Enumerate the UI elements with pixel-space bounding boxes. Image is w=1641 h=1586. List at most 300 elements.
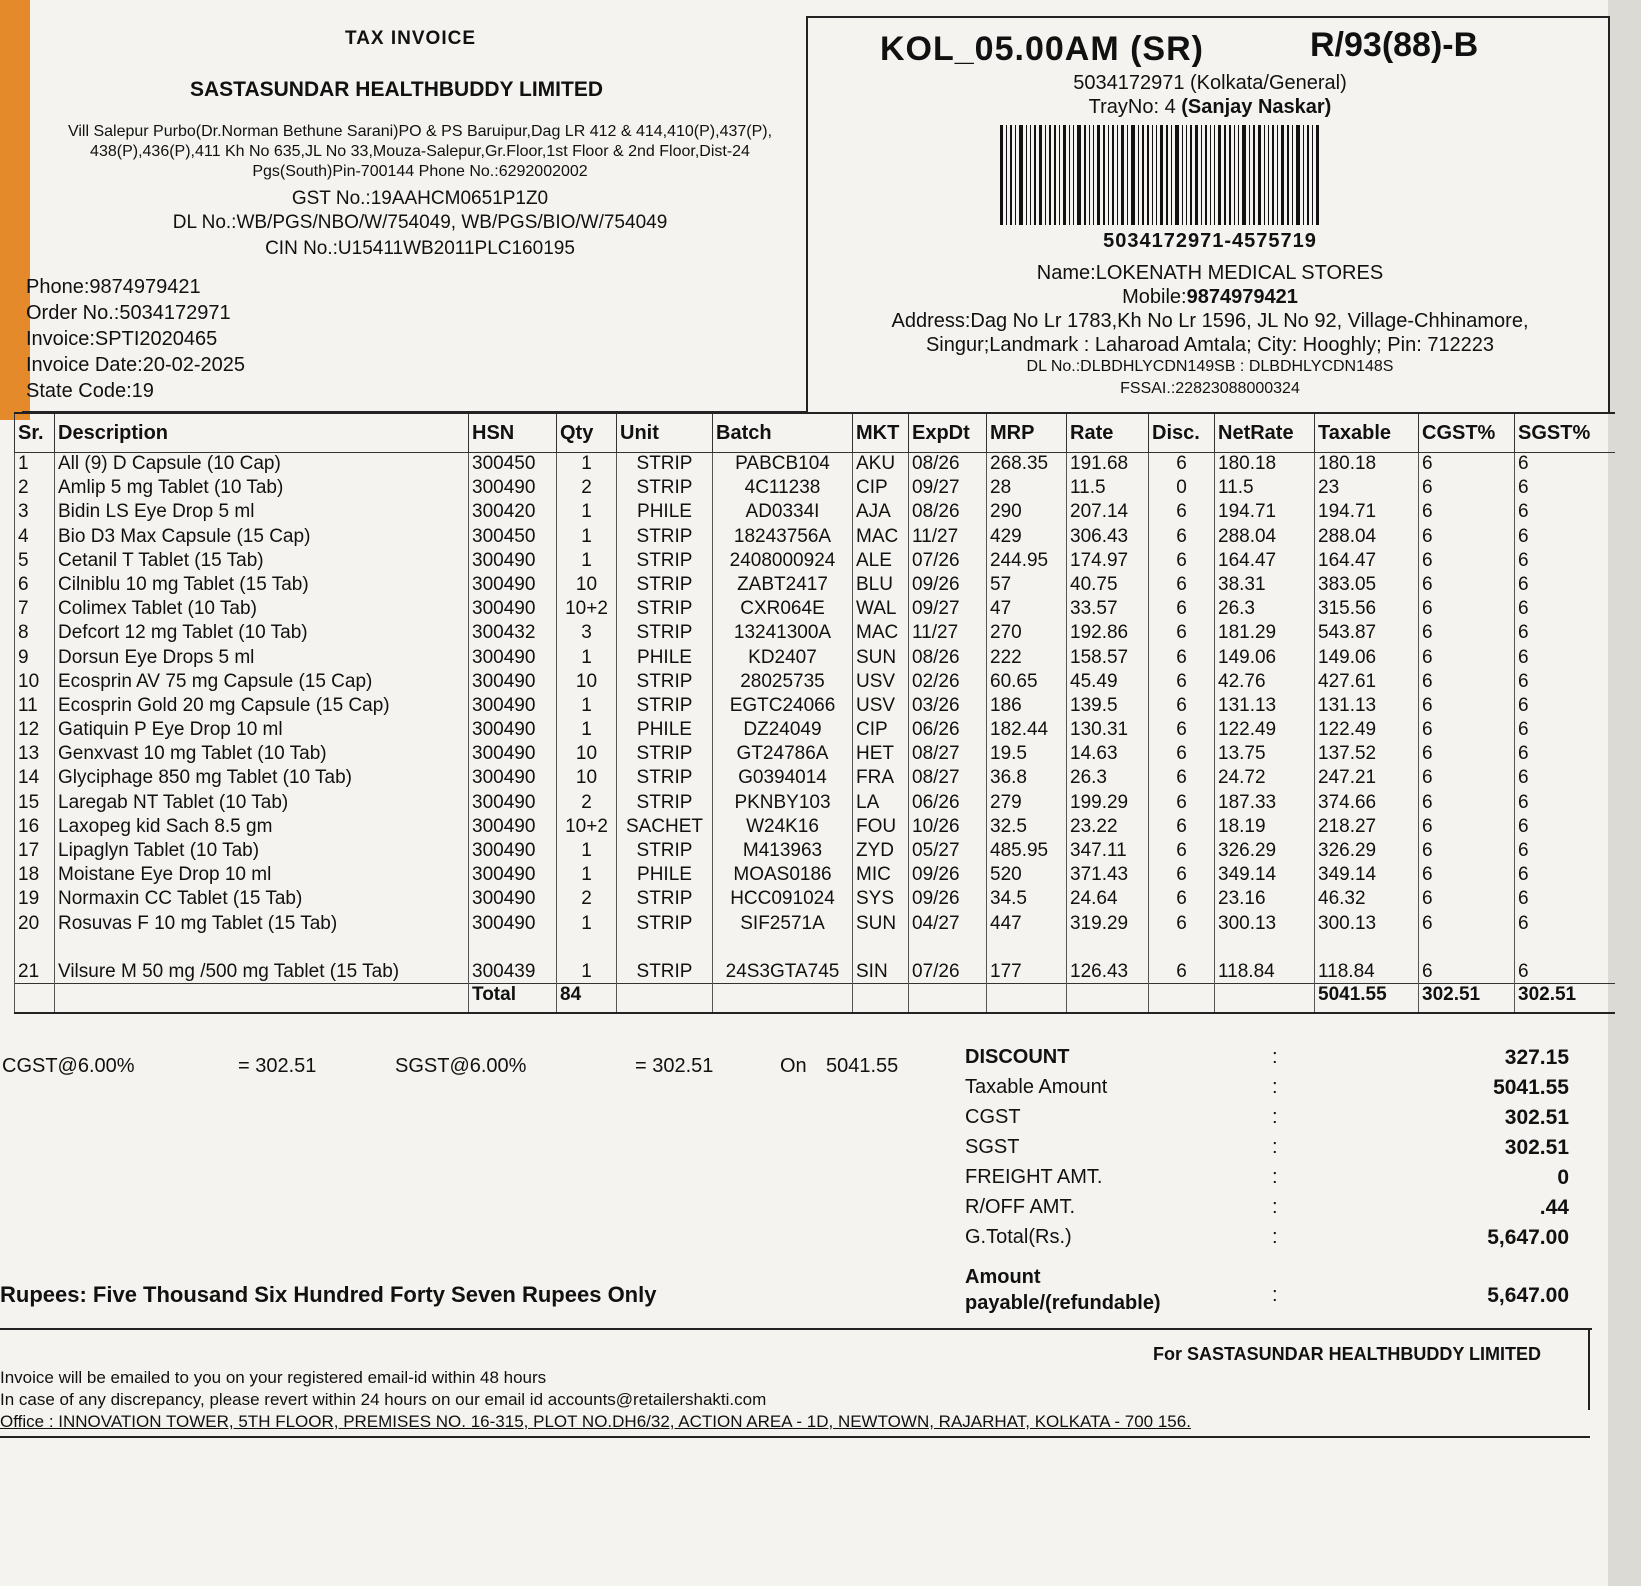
total-cell (713, 983, 853, 1013)
barcode-bar (1303, 125, 1304, 225)
table-cell: 6 (1419, 550, 1515, 574)
table-cell: 08/27 (909, 743, 987, 767)
table-cell: 374.66 (1315, 792, 1419, 816)
table-cell: 07/26 (909, 550, 987, 574)
total-cell: 5041.55 (1315, 983, 1419, 1013)
customer-fssai: FSSAI.:22823088000324 (1120, 380, 1300, 397)
table-cell: 33.57 (1067, 598, 1149, 622)
table-cell: FRA (853, 767, 909, 791)
table-cell: Laxopeg kid Sach 8.5 gm (55, 816, 469, 840)
table-cell: 24.64 (1067, 888, 1149, 912)
column-header: HSN (469, 413, 557, 453)
table-cell: STRIP (617, 477, 713, 501)
totals-colon: : (1272, 1226, 1278, 1248)
barcode-bar (1142, 125, 1144, 225)
column-header: Taxable (1315, 413, 1419, 453)
table-cell: 60.65 (987, 671, 1067, 695)
total-cell: Total (469, 983, 557, 1013)
table-cell: 09/27 (909, 598, 987, 622)
barcode-bar (1312, 125, 1313, 225)
table-cell: 4 (15, 526, 55, 550)
table-cell: PHILE (617, 501, 713, 525)
table-cell: 130.31 (1067, 719, 1149, 743)
barcode-bar (1166, 125, 1168, 225)
table-cell: 6 (1419, 719, 1515, 743)
table-row (15, 453, 1615, 478)
barcode-bar (1026, 125, 1027, 225)
table-cell: 118.84 (1215, 937, 1315, 984)
phone: Phone:9874979421 (26, 276, 201, 298)
table-cell: 16 (15, 816, 55, 840)
table-cell: 1 (557, 840, 617, 864)
table-cell: 319.29 (1067, 913, 1149, 937)
footer-note-email: Invoice will be emailed to you on your registered email-id within 48 hours (0, 1368, 547, 1387)
table-cell: 192.86 (1067, 622, 1149, 646)
barcode-bar (1171, 125, 1172, 225)
order-region: 5034172971 (Kolkata/General) (1073, 72, 1347, 94)
table-cell: 8 (15, 622, 55, 646)
column-header: Disc. (1149, 413, 1215, 453)
footer-bottom-border (0, 1436, 1590, 1438)
table-cell: 1 (557, 501, 617, 525)
cgst-rate: CGST@6.00% (2, 1055, 135, 1077)
table-cell: 1 (557, 937, 617, 984)
barcode-bar (1156, 125, 1157, 225)
table-cell: 300490 (469, 695, 557, 719)
table-cell: 02/26 (909, 671, 987, 695)
table-cell: 300490 (469, 477, 557, 501)
table-cell: KD2407 (713, 647, 853, 671)
barcode-bar (1201, 125, 1202, 225)
table-cell: 268.35 (987, 453, 1067, 478)
totals-colon: : (1272, 1106, 1278, 1128)
total-cell: 302.51 (1419, 983, 1515, 1013)
barcode-bar (1019, 125, 1023, 225)
sgst-amount: = 302.51 (635, 1055, 714, 1077)
table-cell: 6 (1149, 550, 1215, 574)
table-cell: 326.29 (1315, 840, 1419, 864)
table-row (15, 767, 1615, 791)
table-cell: 18 (15, 864, 55, 888)
table-cell: 485.95 (987, 840, 1067, 864)
column-header: CGST% (1419, 413, 1515, 453)
table-cell: 371.43 (1067, 864, 1149, 888)
table-cell: 191.68 (1067, 453, 1149, 478)
barcode-bar (1131, 125, 1135, 225)
table-cell: 447 (987, 913, 1067, 937)
table-cell: 288.04 (1215, 526, 1315, 550)
table-cell: 300490 (469, 840, 557, 864)
table-cell: 6 (1419, 526, 1515, 550)
invoice-type: TAX INVOICE (345, 28, 476, 49)
column-header: NetRate (1215, 413, 1315, 453)
table-cell: 306.43 (1067, 526, 1149, 550)
table-cell: ZYD (853, 840, 909, 864)
table-cell: 427.61 (1315, 671, 1419, 695)
table-cell: 349.14 (1215, 864, 1315, 888)
table-cell: 6 (1419, 864, 1515, 888)
table-cell: ZABT2417 (713, 574, 853, 598)
table-row (15, 477, 1615, 501)
table-cell: 6 (1515, 453, 1615, 478)
barcode-bar (1054, 125, 1056, 225)
table-cell: 1 (557, 695, 617, 719)
table-cell: 26.3 (1215, 598, 1315, 622)
table-cell: Lipaglyn Tablet (10 Tab) (55, 840, 469, 864)
table-cell: 3 (15, 501, 55, 525)
barcode-bar (1182, 125, 1183, 225)
barcode-bar (1084, 125, 1086, 225)
total-cell (1149, 983, 1215, 1013)
totals-colon: : (1272, 1046, 1278, 1068)
table-cell: 10 (557, 743, 617, 767)
table-header-row (15, 413, 1615, 453)
table-cell: HET (853, 743, 909, 767)
totals-value: 5041.55 (1493, 1076, 1569, 1099)
table-cell: PKNBY103 (713, 792, 853, 816)
barcode-bar (1277, 125, 1278, 225)
table-cell: MAC (853, 526, 909, 550)
table-cell: STRIP (617, 913, 713, 937)
table-cell: 5 (15, 550, 55, 574)
totals-colon: : (1272, 1284, 1278, 1306)
table-cell: 6 (1515, 647, 1615, 671)
table-cell: M413963 (713, 840, 853, 864)
column-header: Qty (557, 413, 617, 453)
table-cell: MOAS0186 (713, 864, 853, 888)
table-cell: SIN (853, 937, 909, 984)
table-cell: 300450 (469, 526, 557, 550)
seller-cin: CIN No.:U15411WB2011PLC160195 (265, 238, 575, 259)
table-cell: HCC091024 (713, 888, 853, 912)
table-cell: 09/26 (909, 574, 987, 598)
table-cell: Defcort 12 mg Tablet (10 Tab) (55, 622, 469, 646)
table-cell: W24K16 (713, 816, 853, 840)
table-cell: 08/26 (909, 647, 987, 671)
table-cell: 6 (1149, 574, 1215, 598)
footer-divider (0, 1328, 1592, 1330)
table-cell: 279 (987, 792, 1067, 816)
order-number: Order No.:5034172971 (26, 302, 231, 324)
table-cell: 2 (557, 888, 617, 912)
total-cell (987, 983, 1067, 1013)
barcode-bar (1195, 125, 1198, 225)
table-cell: 10+2 (557, 598, 617, 622)
table-cell: FOU (853, 816, 909, 840)
table-cell: Glyciphage 850 mg Tablet (10 Tab) (55, 767, 469, 791)
table-cell: 2408000924 (713, 550, 853, 574)
table-cell: 6 (1515, 888, 1615, 912)
barcode-bar (1034, 125, 1036, 225)
table-cell: 2 (557, 792, 617, 816)
table-cell: MIC (853, 864, 909, 888)
table-cell: 10 (15, 671, 55, 695)
table-cell: 6 (1419, 598, 1515, 622)
table-cell: 03/26 (909, 695, 987, 719)
table-cell: CIP (853, 719, 909, 743)
table-cell: SUN (853, 647, 909, 671)
table-cell: 1 (557, 864, 617, 888)
table-cell: 42.76 (1215, 671, 1315, 695)
table-cell: 6 (1149, 622, 1215, 646)
table-cell: 6 (1149, 598, 1215, 622)
table-cell: 6 (1515, 526, 1615, 550)
table-cell: 6 (1419, 695, 1515, 719)
table-cell: Moistane Eye Drop 10 ml (55, 864, 469, 888)
table-cell: 1 (557, 913, 617, 937)
table-cell: STRIP (617, 526, 713, 550)
table-cell: 6 (1149, 864, 1215, 888)
table-cell: 23 (1315, 477, 1419, 501)
barcode-bar (1190, 125, 1192, 225)
table-cell: Colimex Tablet (10 Tab) (55, 598, 469, 622)
tray-number: TrayNo: 4 (Sanjay Naskar) (1088, 96, 1332, 118)
barcode-bar (1292, 125, 1293, 225)
table-cell: 122.49 (1215, 719, 1315, 743)
totals-value: 302.51 (1504, 1136, 1569, 1159)
table-cell: 28025735 (713, 671, 853, 695)
table-cell: USV (853, 671, 909, 695)
barcode-bar (1000, 125, 1003, 225)
table-cell: 315.56 (1315, 598, 1419, 622)
table-cell: SIF2571A (713, 913, 853, 937)
table-cell: Cetanil T Tablet (15 Tab) (55, 550, 469, 574)
table-cell: 186 (987, 695, 1067, 719)
table-cell: 300490 (469, 767, 557, 791)
barcode-bar (1296, 125, 1300, 225)
table-cell: BLU (853, 574, 909, 598)
total-cell (55, 983, 469, 1013)
table-cell: PABCB104 (713, 453, 853, 478)
table-cell: 6 (1149, 816, 1215, 840)
table-cell: 6 (1419, 816, 1515, 840)
column-header: Rate (1067, 413, 1149, 453)
table-cell: 6 (1419, 622, 1515, 646)
table-cell: 10 (557, 574, 617, 598)
table-row (15, 598, 1615, 622)
barcode-bar (1045, 125, 1046, 225)
table-cell: Ecosprin Gold 20 mg Capsule (15 Cap) (55, 695, 469, 719)
table-cell: 11/27 (909, 526, 987, 550)
table-cell: 222 (987, 647, 1067, 671)
table-cell: 15 (15, 792, 55, 816)
barcode-bar (1242, 125, 1246, 225)
table-cell: 6 (1149, 453, 1215, 478)
table-cell: 46.32 (1315, 888, 1419, 912)
barcode-bar (1253, 125, 1255, 225)
table-cell: 11/27 (909, 622, 987, 646)
table-cell: STRIP (617, 622, 713, 646)
table-cell: CIP (853, 477, 909, 501)
table-cell: 131.13 (1215, 695, 1315, 719)
table-cell: 28 (987, 477, 1067, 501)
table-cell: 17 (15, 840, 55, 864)
table-cell: 10+2 (557, 816, 617, 840)
table-cell: 07/26 (909, 937, 987, 984)
table-cell: 6 (1149, 937, 1215, 984)
table-cell: 126.43 (1067, 937, 1149, 984)
table-cell: 1 (557, 550, 617, 574)
table-cell: 300420 (469, 501, 557, 525)
table-cell: 24.72 (1215, 767, 1315, 791)
barcode-bar (1234, 125, 1235, 225)
table-row (15, 719, 1615, 743)
table-cell: 18.19 (1215, 816, 1315, 840)
table-cell: 6 (1515, 622, 1615, 646)
barcode-bar (1281, 125, 1284, 225)
table-cell: 6 (1149, 743, 1215, 767)
table-cell: 6 (1149, 695, 1215, 719)
table-row (15, 888, 1615, 912)
barcode-bar (1147, 125, 1149, 225)
total-cell (1067, 983, 1149, 1013)
total-cell (15, 983, 55, 1013)
table-cell: 13 (15, 743, 55, 767)
table-cell: 6 (1515, 550, 1615, 574)
footer-note-discrepancy: In case of any discrepancy, please revert within 24 hours on our email id accounts@retailershakti.com (0, 1390, 767, 1409)
barcode-bar (1287, 125, 1289, 225)
table-cell: 6 (1515, 574, 1615, 598)
table-cell: 181.29 (1215, 622, 1315, 646)
total-cell (909, 983, 987, 1013)
table-cell: GT24786A (713, 743, 853, 767)
table-cell: STRIP (617, 888, 713, 912)
table-cell: 09/26 (909, 888, 987, 912)
customer-address-line1: Address:Dag No Lr 1783,Kh No Lr 1596, JL No 92, Village-Chhinamore, (891, 310, 1529, 332)
table-cell: 06/26 (909, 719, 987, 743)
table-cell: 6 (1419, 743, 1515, 767)
customer-name: Name:LOKENATH MEDICAL STORES (1036, 262, 1384, 284)
table-cell: Vilsure M 50 mg /500 mg Tablet (15 Tab) (55, 937, 469, 984)
table-cell: 6 (1515, 864, 1615, 888)
table-cell: 21 (15, 937, 55, 984)
table-cell: 164.47 (1215, 550, 1315, 574)
table-cell: 11 (15, 695, 55, 719)
barcode-bar (1258, 125, 1261, 225)
table-cell: EGTC24066 (713, 695, 853, 719)
table-cell: 6 (1149, 647, 1215, 671)
table-cell: 429 (987, 526, 1067, 550)
table-cell: ALE (853, 550, 909, 574)
table-row (15, 526, 1615, 550)
table-cell: 300490 (469, 864, 557, 888)
table-cell: 10 (557, 671, 617, 695)
table-cell: 2 (557, 477, 617, 501)
table-cell: 13241300A (713, 622, 853, 646)
table-cell: 300490 (469, 719, 557, 743)
table-cell: 1 (557, 453, 617, 478)
table-cell: 164.47 (1315, 550, 1419, 574)
table-cell: 23.22 (1067, 816, 1149, 840)
table-cell: 300490 (469, 598, 557, 622)
barcode-bar (1205, 125, 1207, 225)
barcode-bar (1186, 125, 1187, 225)
table-cell: WAL (853, 598, 909, 622)
table-cell: 0 (1149, 477, 1215, 501)
totals-label: FREIGHT AMT. (965, 1166, 1103, 1188)
table-cell: 6 (1149, 526, 1215, 550)
table-cell: 7 (15, 598, 55, 622)
table-row (15, 622, 1615, 646)
table-cell: 300490 (469, 888, 557, 912)
table-cell: 300490 (469, 550, 557, 574)
table-cell: 6 (1515, 937, 1615, 984)
table-cell: 207.14 (1067, 501, 1149, 525)
seller-gst: GST No.:19AAHCM0651P1Z0 (291, 188, 549, 209)
barcode-bar (1238, 125, 1239, 225)
invoice-date: Invoice Date:20-02-2025 (26, 354, 246, 376)
table-cell: 300490 (469, 816, 557, 840)
table-row (15, 792, 1615, 816)
barcode-bar (1015, 125, 1016, 225)
table-cell: 520 (987, 864, 1067, 888)
table-cell: DZ24049 (713, 719, 853, 743)
barcode-bar (1049, 125, 1051, 225)
barcode-number: 5034172971-4575719 (1103, 230, 1317, 252)
totals-value: 5,647.00 (1487, 1226, 1569, 1249)
table-cell: 118.84 (1315, 937, 1419, 984)
barcode-bar (1097, 125, 1100, 225)
barcode-bar (1063, 125, 1066, 225)
seller-address: Vill Salepur Purbo(Dr.Norman Bethune Sarani)PO & PS Baruipur,Dag LR 412 & 414,410(P),437(P), 438(P),436(P),411 Kh No 635,JL No 33,Mouza-Salepur,Gr.Floor,1st Floor & 2nd Floor,Dist-24 Pgs(South)Pin-700144 Phone No.:6292002002 (67, 123, 773, 180)
table-cell: 14.63 (1067, 743, 1149, 767)
column-header: SGST% (1515, 413, 1615, 453)
table-cell: 6 (1419, 792, 1515, 816)
table-cell: 57 (987, 574, 1067, 598)
table-cell: 36.8 (987, 767, 1067, 791)
table-cell: 347.11 (1067, 840, 1149, 864)
barcode-bar (1089, 125, 1090, 225)
table-cell: 09/26 (909, 864, 987, 888)
table-cell: 180.18 (1315, 453, 1419, 478)
table-cell: 24S3GTA745 (713, 937, 853, 984)
totals-value: 0 (1557, 1166, 1569, 1189)
table-cell: 13.75 (1215, 743, 1315, 767)
barcode-bar (1093, 125, 1094, 225)
table-cell: 6 (1515, 477, 1615, 501)
table-cell: Ecosprin AV 75 mg Capsule (15 Cap) (55, 671, 469, 695)
table-cell: CXR064E (713, 598, 853, 622)
sgst-rate: SGST@6.00% (395, 1055, 527, 1077)
table-cell: 149.06 (1315, 647, 1419, 671)
table-cell: G0394014 (713, 767, 853, 791)
barcode-bar (1127, 125, 1128, 225)
barcode-bar (1073, 125, 1074, 225)
totals-block (940, 1032, 944, 1292)
total-cell: 84 (557, 983, 617, 1013)
table-cell: 6 (1419, 913, 1515, 937)
table-row (15, 937, 1615, 984)
table-cell: 180.18 (1215, 453, 1315, 478)
barcode-bar (1138, 125, 1139, 225)
table-cell: 244.95 (987, 550, 1067, 574)
items-table (14, 412, 1615, 1014)
table-cell: 199.29 (1067, 792, 1149, 816)
table-row (15, 671, 1615, 695)
cgst-amount: = 302.51 (238, 1055, 317, 1077)
totals-value: 302.51 (1504, 1106, 1569, 1129)
table-cell: 6 (1515, 816, 1615, 840)
table-cell: Rosuvas F 10 mg Tablet (15 Tab) (55, 913, 469, 937)
table-cell: 6 (1419, 501, 1515, 525)
table-cell: 6 (1515, 719, 1615, 743)
totals-label: Amount payable/(refundable) (965, 1266, 1161, 1314)
table-cell: 34.5 (987, 888, 1067, 912)
customer-mobile: Mobile:9874979421 (1122, 286, 1298, 308)
table-row (15, 864, 1615, 888)
table-cell: 1 (557, 526, 617, 550)
table-cell: STRIP (617, 695, 713, 719)
